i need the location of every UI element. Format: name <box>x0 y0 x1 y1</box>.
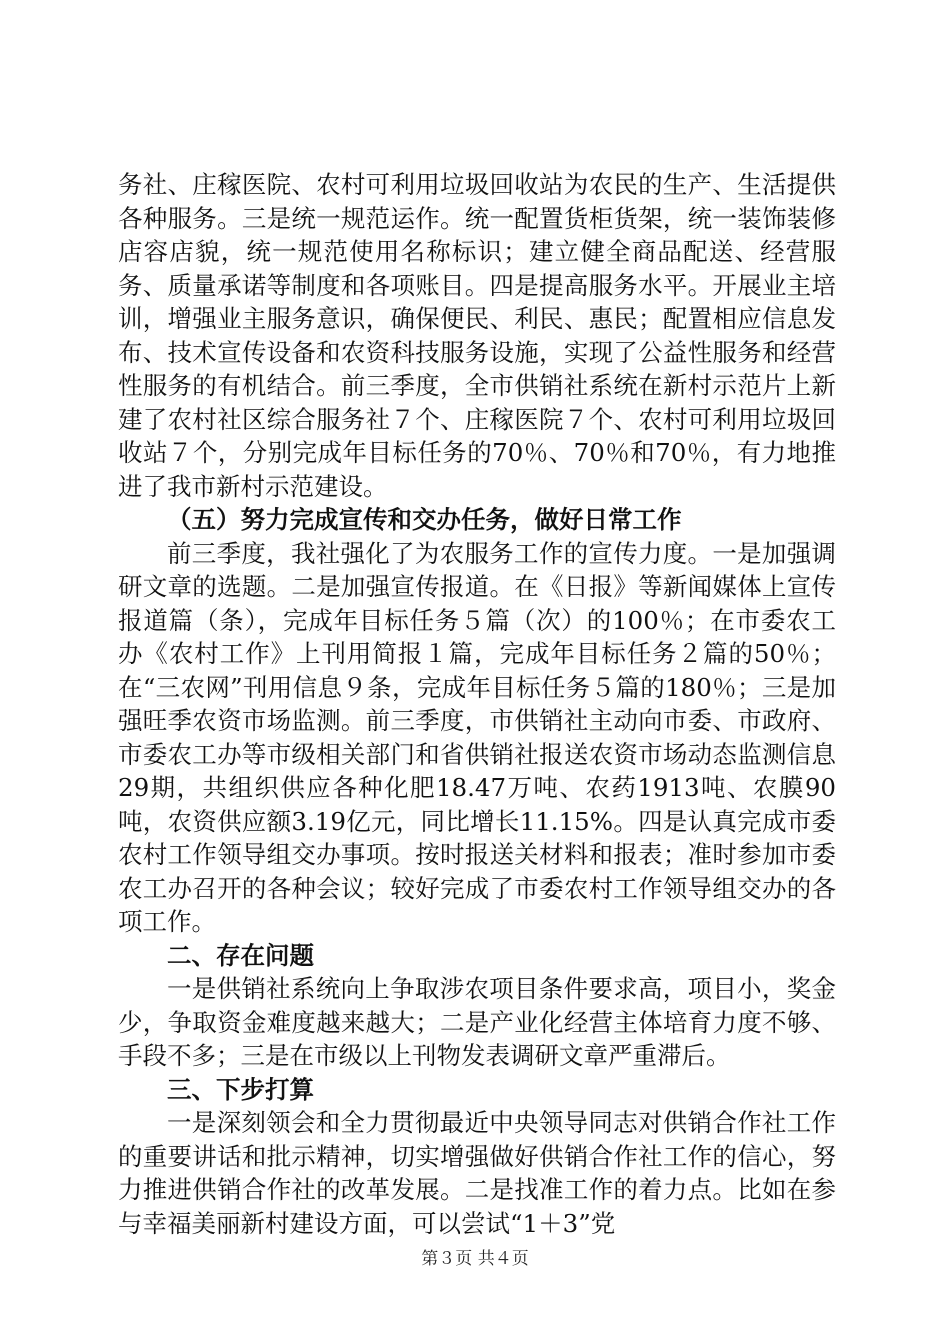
section-heading-next-steps: 三、下步打算 <box>167 1074 314 1104</box>
paragraph-service-network: 务社、庄稼医院、农村可利用垃圾回收站为农民的生产、生活提供各种服务。三是统一规范运作。统一配置货柜货架，统一装饰装修店容店貌，统一规范使用名称标识；建立健全商品配送、经营服务、质量承诺等制度和各项账目。四是提高服务水平。开展业主培训，增强业主服务意识，确保便民、利民、惠民；配置相应信息发布、技术宣传设备和农资科技服务设施，实现了公益性服务和经营性服务的有机结合。前三季度，全市供销社系统在新村示范片上新建了农村社区综合服务社７个、庄稼医院７个、农村可利用垃圾回收站７个，分别完成年目标任务的70％、70％和70％，有力地推进了我市新村示范建设。 <box>118 170 836 501</box>
page-number-label: 第３页 共４页 <box>421 1249 529 1269</box>
page-footer <box>0 1244 950 1269</box>
section-heading-problems: 二、存在问题 <box>167 940 314 970</box>
paragraph-problems: 一是供销社系统向上争取涉农项目条件要求高，项目小，奖金少，争取资金难度越来越大；二是产业化经营主体培育力度不够、手段不多；三是在市级以上刊物发表调研文章严重滞后。 <box>118 974 836 1070</box>
paragraph-next-steps: 一是深刻领会和全力贯彻最近中央领导同志对供销合作社工作的重要讲话和批示精神，切实增强做好供销合作社工作的信心，努力推进供销合作社的改革发展。二是找准工作的着力点。比如在参与幸福美丽新村建设方面，可以尝试“1＋3”党 <box>118 1108 836 1238</box>
paragraph-publicity: 前三季度，我社强化了为农服务工作的宣传力度。一是加强调研文章的选题。二是加强宣传报道。在《日报》等新闻媒体上宣传报道篇（条），完成年目标任务５篇（次）的100％；在市委农工办《农村工作》上刊用简报１篇，完成年目标任务２篇的50％；在“三农网”刊用信息９条，完成年目标任务５篇的180％；三是加强旺季农资市场监测。前三季度，市供销社主动向市委、市政府、市委农工办等市级相关部门和省供销社报送农资市场动态监测信息29期，共组织供应各种化肥18.47万吨、农药1913吨、农膜90吨，农资供应额3.19亿元，同比增长11.15%。四是认真完成市委农村工作领导组交办事项。按时报送关材料和报表；准时参加市委农工办召开的各种会议；较好完成了市委农村工作领导组交办的各项工作。 <box>118 538 836 936</box>
section-heading-publicity: （五）努力完成宣传和交办任务，做好日常工作 <box>167 505 682 534</box>
document-body <box>118 168 836 1240</box>
